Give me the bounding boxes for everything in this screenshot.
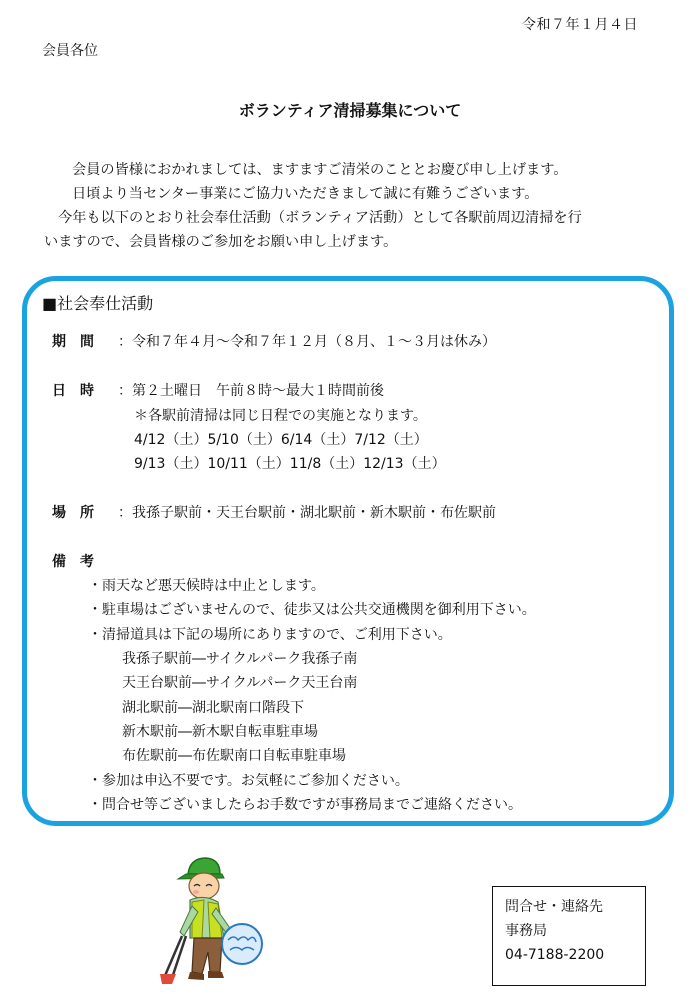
note-item: ・参加は申込不要です。お気軽にご参加ください。 xyxy=(88,773,409,789)
intro-paragraph xyxy=(44,158,664,254)
intro-line: いますので、会員皆様のご参加をお願い申し上げます。 xyxy=(44,234,398,250)
period-value: ：令和７年４月～令和７年１２月（８月、１～３月は休み） xyxy=(118,334,496,350)
schedule-dates-line2: 9/13（土）10/11（土）11/8（土）12/13（土） xyxy=(134,456,446,472)
place-row xyxy=(52,502,496,522)
tool-location: 湖北駅前―湖北駅南口階段下 xyxy=(122,700,304,716)
activity-heading: ■社会奉仕活動 xyxy=(42,294,154,313)
intro-line: 会員の皆様におかれましては、ますますご清栄のこととお慶び申し上げます。 xyxy=(72,162,568,178)
contact-label: 問合せ・連絡先 xyxy=(505,899,603,915)
note-item: ・清掃道具は下記の場所にありますので、ご利用下さい。 xyxy=(88,627,452,643)
tool-location: 天王台駅前―サイクルパーク天王台南 xyxy=(122,675,358,691)
contact-office: 事務局 xyxy=(505,923,547,939)
volunteer-cleaning-illustration xyxy=(150,852,270,988)
note-item: ・雨天など悪天候時は中止とします。 xyxy=(88,578,325,594)
time-value: ：第２土曜日 午前８時～最大１時間前後 xyxy=(118,383,384,399)
time-label: 日 時 xyxy=(52,383,94,399)
place-label: 場 所 xyxy=(52,505,94,521)
time-note: ＊各駅前清掃は同じ日程での実施となります。 xyxy=(134,408,427,424)
document-date: 令和７年１月４日 xyxy=(522,17,638,33)
period-row xyxy=(52,331,496,351)
page-title: ボランティア清掃募集について xyxy=(238,101,462,120)
period-label: 期 間 xyxy=(52,334,94,350)
activity-frame xyxy=(22,276,674,826)
addressee: 会員各位 xyxy=(42,43,98,59)
schedule-dates-line1: 4/12（土）5/10（土）6/14（土）7/12（土） xyxy=(134,432,428,448)
tool-location: 我孫子駅前―サイクルパーク我孫子南 xyxy=(122,651,358,667)
intro-line: 日頃より当センター事業にご協力いただきまして誠に有難うございます。 xyxy=(72,186,539,202)
time-row xyxy=(52,380,384,400)
note-item: ・問合せ等ございましたらお手数ですが事務局までご連絡ください。 xyxy=(88,797,522,813)
contact-box xyxy=(492,886,646,986)
contact-phone[interactable]: 04-7188-2200 xyxy=(505,947,605,963)
notes-label-text: 備 考 xyxy=(52,554,94,570)
tool-location: 布佐駅前―布佐駅南口自転車駐車場 xyxy=(122,748,346,764)
note-item: ・駐車場はございませんので、徒歩又は公共交通機関を御利用下さい。 xyxy=(88,602,536,618)
notes-label xyxy=(52,551,118,571)
place-value: ：我孫子駅前・天王台駅前・湖北駅前・新木駅前・布佐駅前 xyxy=(118,505,496,521)
intro-line: 今年も以下のとおり社会奉仕活動（ボランティア活動）として各駅前周辺清掃を行 xyxy=(58,210,582,226)
tool-location: 新木駅前―新木駅自転車駐車場 xyxy=(122,724,318,740)
